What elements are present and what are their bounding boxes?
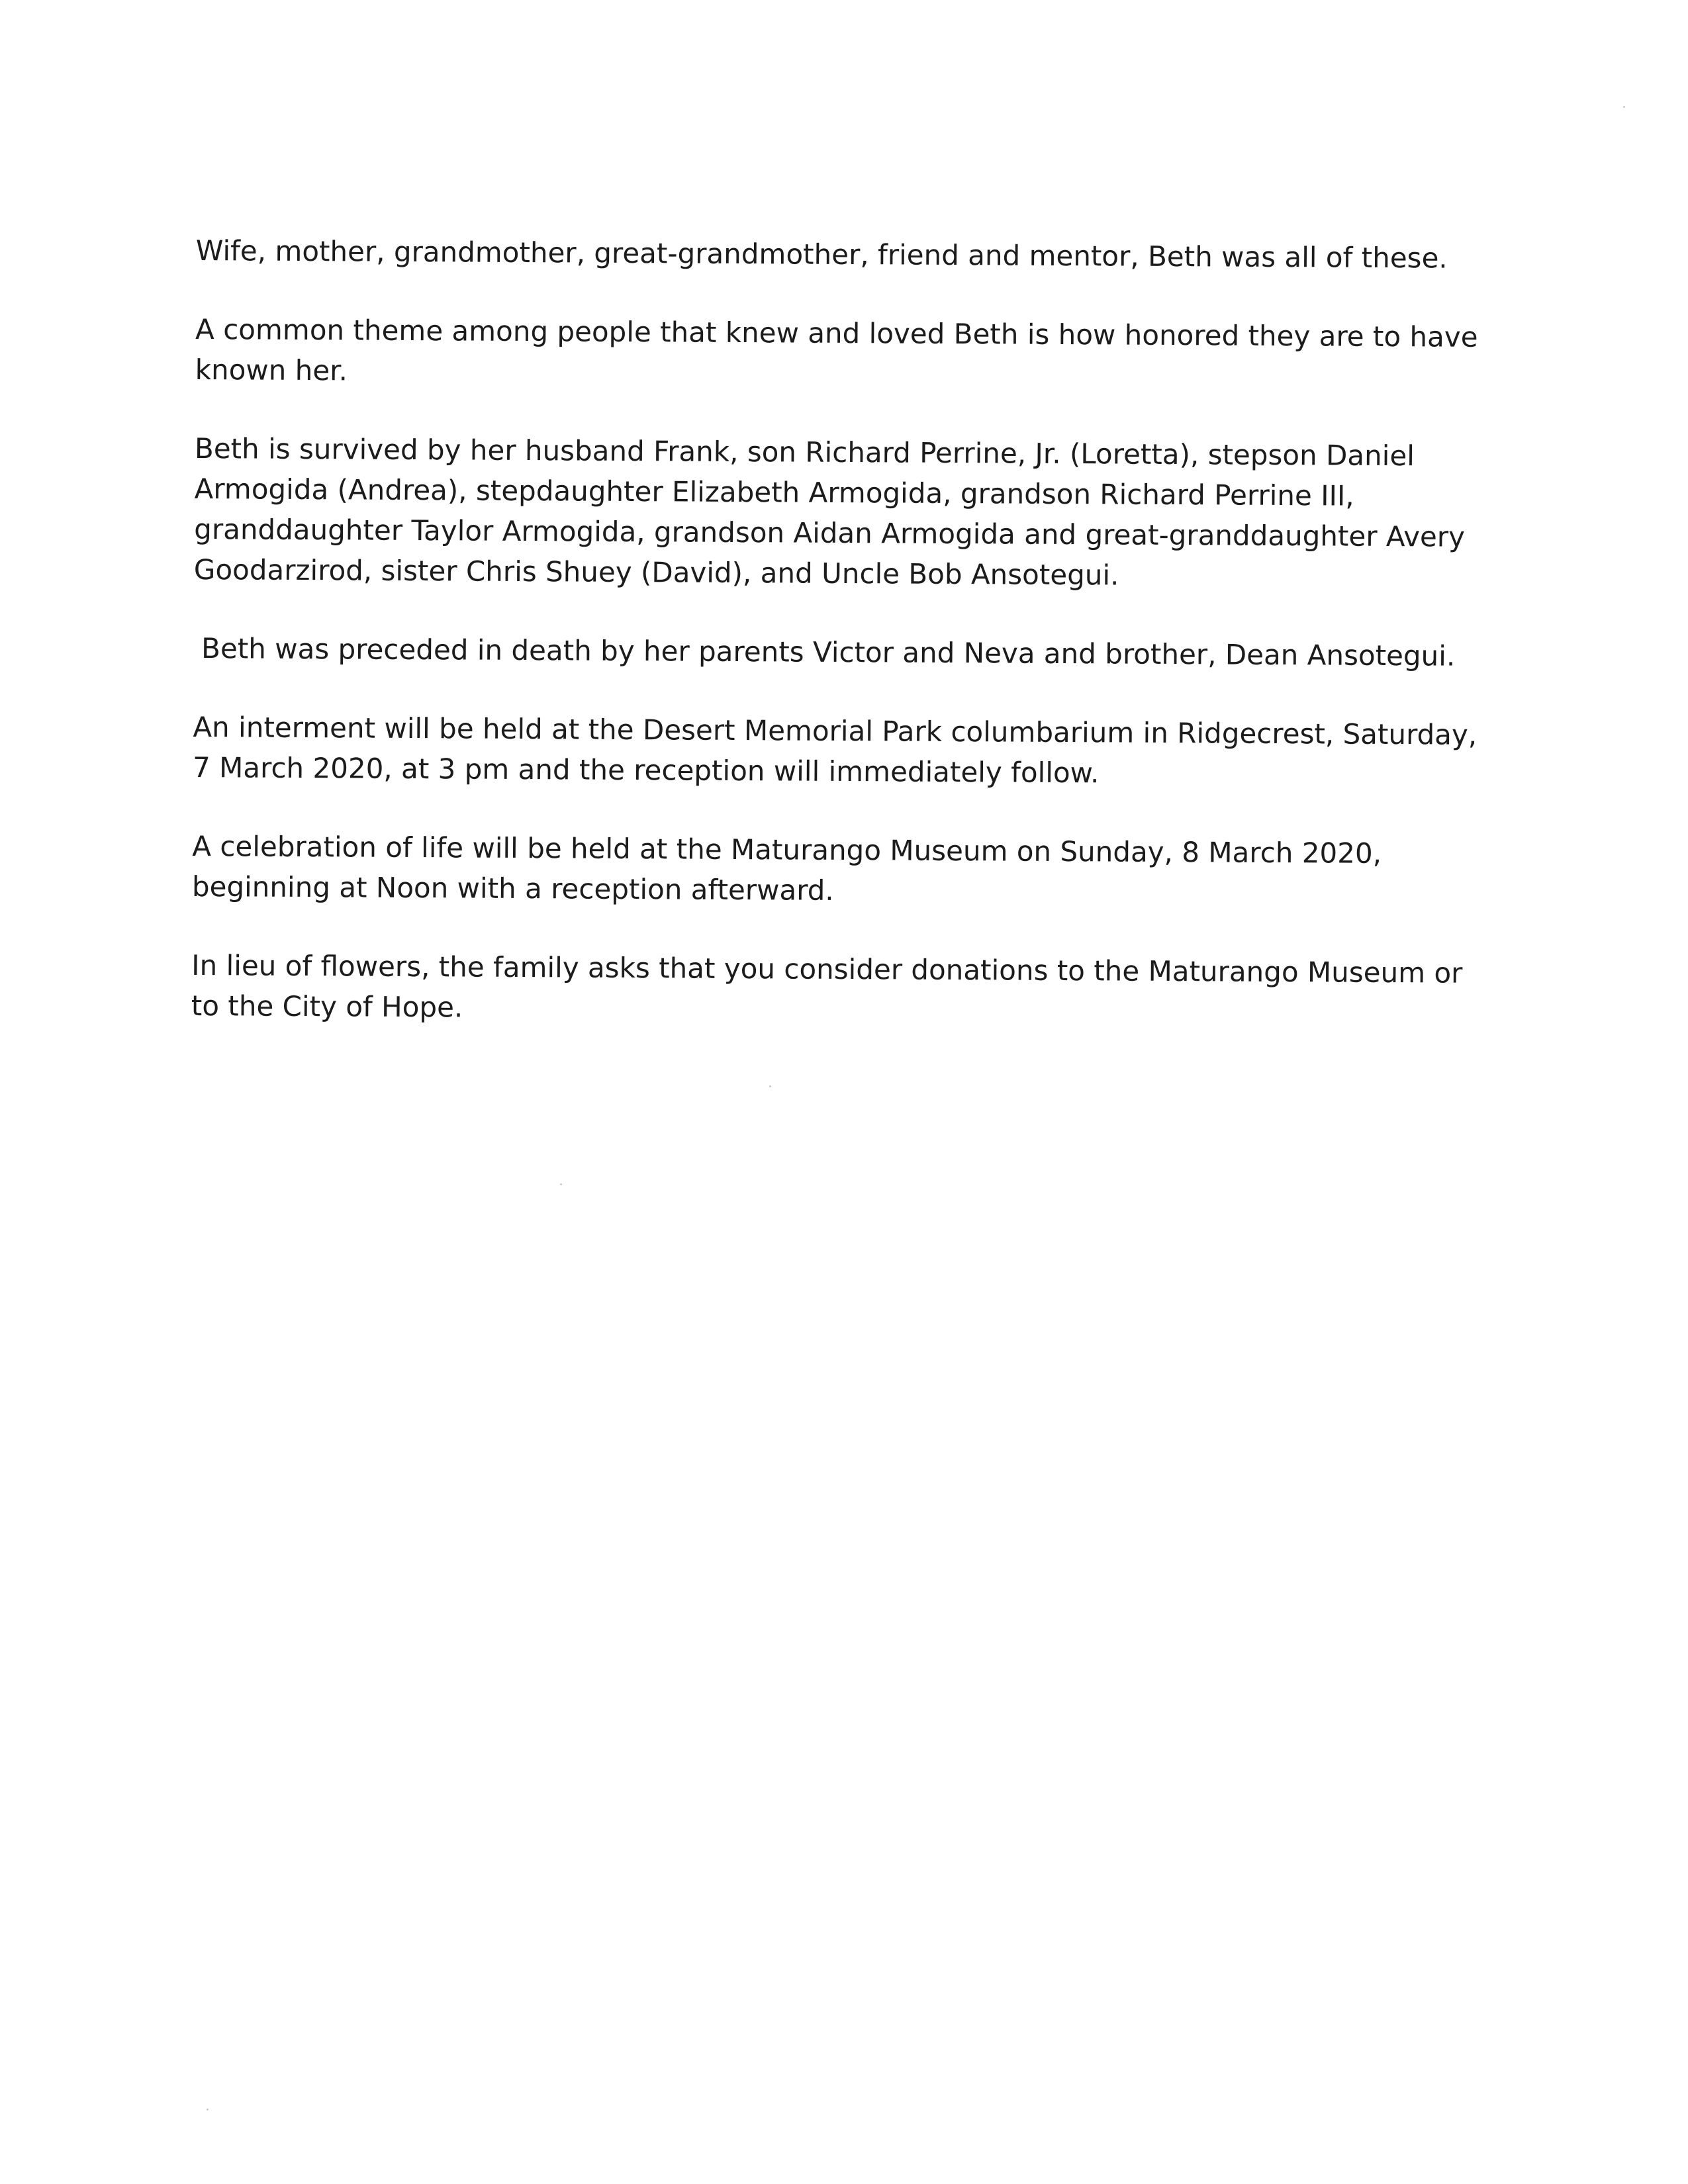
scan-speck (207, 2109, 209, 2111)
scan-speck (560, 1183, 562, 1185)
paragraph-interment: An interment will be held at the Desert Memorial Park columbarium in Ridgecrest, Saturday, 7 March 2020, at 3 pm and the reception will immediately follow. (192, 710, 1477, 790)
paragraph-survivors: Beth is survived by her husband Frank, son Richard Perrine, Jr. (Loretta), stepson Daniel Armogida (Andrea), stepdaughter Elizabeth Armogida, grandson Richard Perrine III, granddaughter Taylor Armogida, grandson Aidan Armogida and great-granddaughter Avery Goodarzirod, sister Chris Shuey (David), and Uncle Bob Ansotegui. (193, 432, 1466, 592)
scan-speck (1623, 106, 1625, 108)
paragraph-common-theme: A common theme among people that knew and loved Beth is how honored they are to have known her. (195, 312, 1478, 387)
scan-speck (769, 1085, 771, 1087)
document-body (191, 230, 1493, 1072)
paragraph-preceded-in-death: Beth was preceded in death by her parents Victor and Neva and brother, Dean Ansotegui. (201, 632, 1456, 672)
paragraph-donations: In lieu of flowers, the family asks that you consider donations to the Maturango Museum or to the City of Hope. (191, 948, 1463, 1024)
paragraph-celebration-of-life: A celebration of life will be held at the Maturango Museum on Sunday, 8 March 2020, beginning at Noon with a reception afterward. (191, 829, 1382, 907)
paragraph-roles: Wife, mother, grandmother, great-grandmother, friend and mentor, Beth was all of these. (195, 234, 1448, 275)
